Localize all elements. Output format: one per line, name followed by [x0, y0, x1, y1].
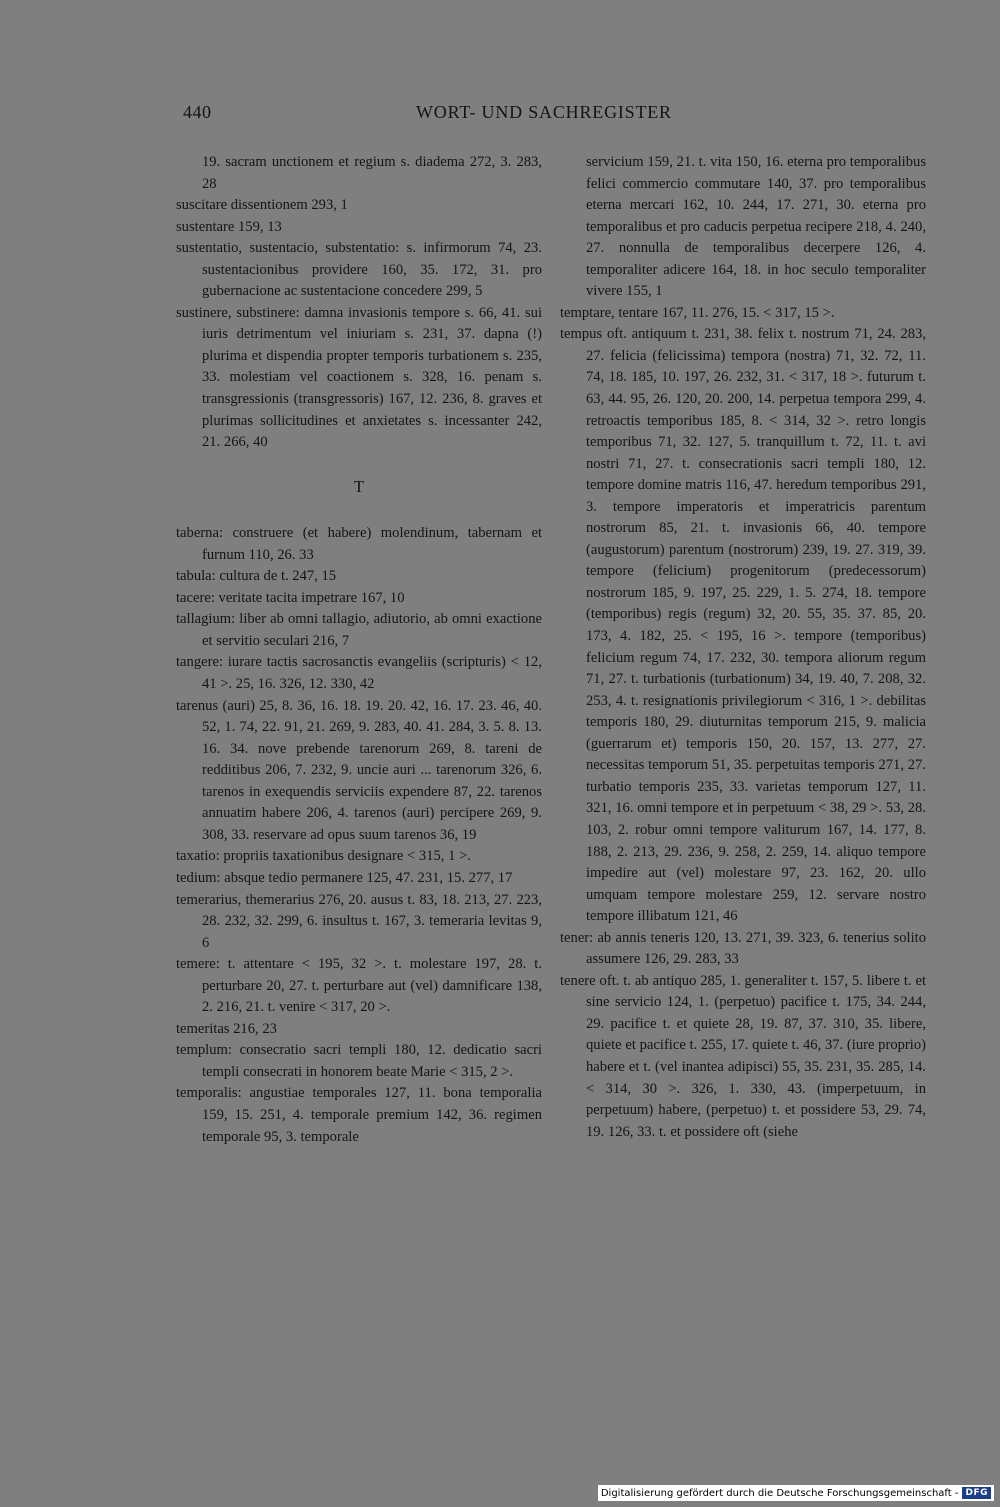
index-entry: sustentatio, sustentacio, substentatio: s. infirmorum 74, 23. sustentacionibus providere 160, 35. 172, 31. pro gubernacione ac sustentacione concedere 299, 5 [176, 240, 542, 300]
index-entry: tarenus (auri) 25, 8. 36, 16. 18. 19. 20. 42, 16. 17. 23. 46, 40. 52, 1. 74, 22. 91, 21. 269, 9. 283, 40. 41. 284, 3. 5. 8. 13. 16. 34. nove prebende tarenorum 269, 8. tareni de redditibus 206, 7. 232, 9. uncie auri ... tarenorum 326, 6. tarenos in exequendis serviciis expendere 87, 22. tarenos annuatim habere 206, 4. tarenos (auri) percipere 269, 9. 308, 33. reservare ad opus suum tarenos 36, 19 [176, 697, 542, 843]
page-number: 440 [183, 102, 212, 122]
index-entry-continuation: 19. sacram unctionem et regium s. diadema 272, 3. 283, 28 [202, 154, 542, 192]
page-header [0, 102, 1000, 128]
index-entry: sustinere, substinere: damna invasionis tempore s. 66, 41. sui iuris detrimentum vel iniuriam s. 231, 37. dapna (!) plurima et dispendia propter temporis turbationem s. 235, 33. molestiam vel coactionem s. 328, 16. penam s. transgressionis (transgressoris) 167, 12. 236, 8. graves et plurimas sollicitudines et anxietates s. incessanter 242, 21. 266, 40 [176, 304, 542, 451]
index-entry: tangere: iurare tactis sacrosanctis evangeliis (scripturis) < 12, 41 >. 25, 16. 326, 12. 330, 42 [176, 654, 542, 693]
index-entry: tempus oft. antiquum t. 231, 38. felix t. nostrum 71, 24. 283, 27. felicia (felicissima) tempora (nostra) 71, 32. 72, 11. 74, 18. 185, 10. 197, 26. 232, 31. < 317, 18 >. futurum t. 63, 44. 95, 26. 120, 20. 200, 14. perpetua tempora 299, 4. retroactis temporibus 185, 8. < 314, 32 >. retro longis temporibus 71, 32. 127, 5. tranquillum t. 72, 11. t. avi nostri 71, 27. t. consecrationis sacri templi 180, 12. tempore domine matris 116, 47. heredum temporibus 291, 3. tempore imperatoris et imperatricis parentum nostrorum 85, 21. t. invasionis 66, 40. tempore (augustorum) parentum (nostrorum) 239, 19. 27. 319, 39. tempore (felicium) progenitorum (predecessorum) nostrorum 185, 9. 197, 25. 229, 1. 5. 274, 18. tempore (temporibus) regis (regum) 32, 20. 55, 35. 37. 85, 20. 173, 4. 182, 25. < 195, 16 >. tempore (temporibus) felicium regum 74, 17. 232, 30. tempora aliorum regum 71, 27. t. turbationis (turbationum) 34, 19. 40, 7. 208, 32. 253, 4. t. resignationis privilegiorum < 316, 1 >. debilitas temporis 180, 29. diuturnitas temporum 215, 9. malicia (guerrarum et) temporis 150, 20. 157, 13. 277, 27. necessitas temporum 51, 35. perpetuitas temporis 271, 27. turbatio temporis 235, 33. varietas temporum 127, 11. 321, 16. omni tempore et in perpetuum < 38, 29 >. 53, 28. 103, 2. robur omni tempore valiturum 167, 14. 177, 8. 188, 2. 213, 29. 236, 9. 258, 2. 259, 14. aliquo tempore impedire aut (vel) molestare 97, 23. 162, 20. ullo umquam tempore molestare 259, 12. servare nostro tempore illibatum 121, 46 [560, 326, 926, 925]
index-entry: temeritas 216, 23 [176, 1020, 277, 1037]
left-column [176, 152, 542, 1148]
index-entry: tallagium: liber ab omni tallagio, adiutorio, ab omni exactione et servitio seculari 216, 7 [176, 611, 542, 649]
index-entry: tabula: cultura de t. 247, 15 [176, 568, 337, 585]
running-title: WORT- UND SACHREGISTER [416, 102, 672, 122]
left-entries-s [176, 152, 542, 454]
index-entry: taxatio: propriis taxationibus designare < 315, 1 >. [176, 848, 471, 865]
index-entry: tacere: veritate tacita impetrare 167, 10 [176, 589, 405, 606]
index-entry: sustentare 159, 13 [176, 218, 282, 235]
dfg-logo: DFG [962, 1487, 991, 1499]
dfg-footer [598, 1485, 994, 1501]
index-entry: temptare, tentare 167, 11. 276, 15. < 317, 15 >. [560, 304, 835, 321]
index-entry: taberna: construere (et habere) molendinum, tabernam et furnum 110, 26. 33 [176, 525, 542, 563]
index-entry: temerarius, themerarius 276, 20. ausus t. 83, 18. 213, 27. 223, 28. 232, 32. 299, 6. insultus t. 167, 3. temeraria levitas 9, 6 [176, 891, 542, 951]
index-entry-continuation: servicium 159, 21. t. vita 150, 16. eterna pro temporalibus felici commercio commutare 140, 37. pro temporalibus eterna mercari 162, 10. 244, 17. 271, 30. eterna pro temporalibus et pro caducis perpetua recipere 218, 4. 240, 27. nonnulla de temporalibus decerpere 126, 4. temporaliter adicere 164, 18. in hoc seculo temporaliter vivere 155, 1 [586, 154, 926, 300]
index-entry: suscitare dissentionem 293, 1 [176, 197, 348, 214]
letter-heading-t: T [353, 476, 365, 496]
right-entries [560, 152, 926, 1143]
index-entry: tenere oft. t. ab antiquo 285, 1. generaliter t. 157, 5. libere t. et sine servicio 124, 1. (perpetuo) pacifice t. 175, 34. 244, 29. pacifice t. et quiete 28, 19. 87, 37. 310, 35. libere, quiete et pacifice t. 255, 17. quiete t. 46, 37. (iure proprio) habere et t. (vel inantea adipisci) 55, 35. 231, 35. 285, 14. < 314, 30 >. 326, 1. 330, 43. (imperpetuum, in perpetuum) habere, (perpetuo) t. et possidere 53, 29. 74, 19. 126, 33. t. et possidere oft (siehe [560, 972, 926, 1140]
index-entry: temporalis: angustiae temporales 127, 11. bona temporalia 159, 15. 251, 4. temporale premium 142, 36. regimen temporale 95, 3. temporale [176, 1085, 542, 1145]
index-entry: temere: t. attentare < 195, 32 >. t. molestare 197, 28. t. perturbare 20, 27. t. perturbare aut (vel) damnificare 138, 2. 216, 21. t. venire < 317, 20 >. [176, 956, 542, 1016]
right-column [560, 152, 926, 1143]
index-entry: tedium: absque tedio permanere 125, 47. 231, 15. 277, 17 [176, 869, 513, 886]
index-entry: templum: consecratio sacri templi 180, 12. dedicatio sacri templi consecrati in honorem beate Marie < 315, 2 >. [176, 1042, 542, 1080]
index-entry: tener: ab annis teneris 120, 13. 271, 39. 323, 6. tenerius solito assumere 126, 29. 283, 33 [560, 929, 926, 968]
left-entries-t [176, 523, 542, 1148]
footer-text: Digitalisierung gefördert durch die Deutsche Forschungsgemeinschaft - [600, 1487, 959, 1499]
